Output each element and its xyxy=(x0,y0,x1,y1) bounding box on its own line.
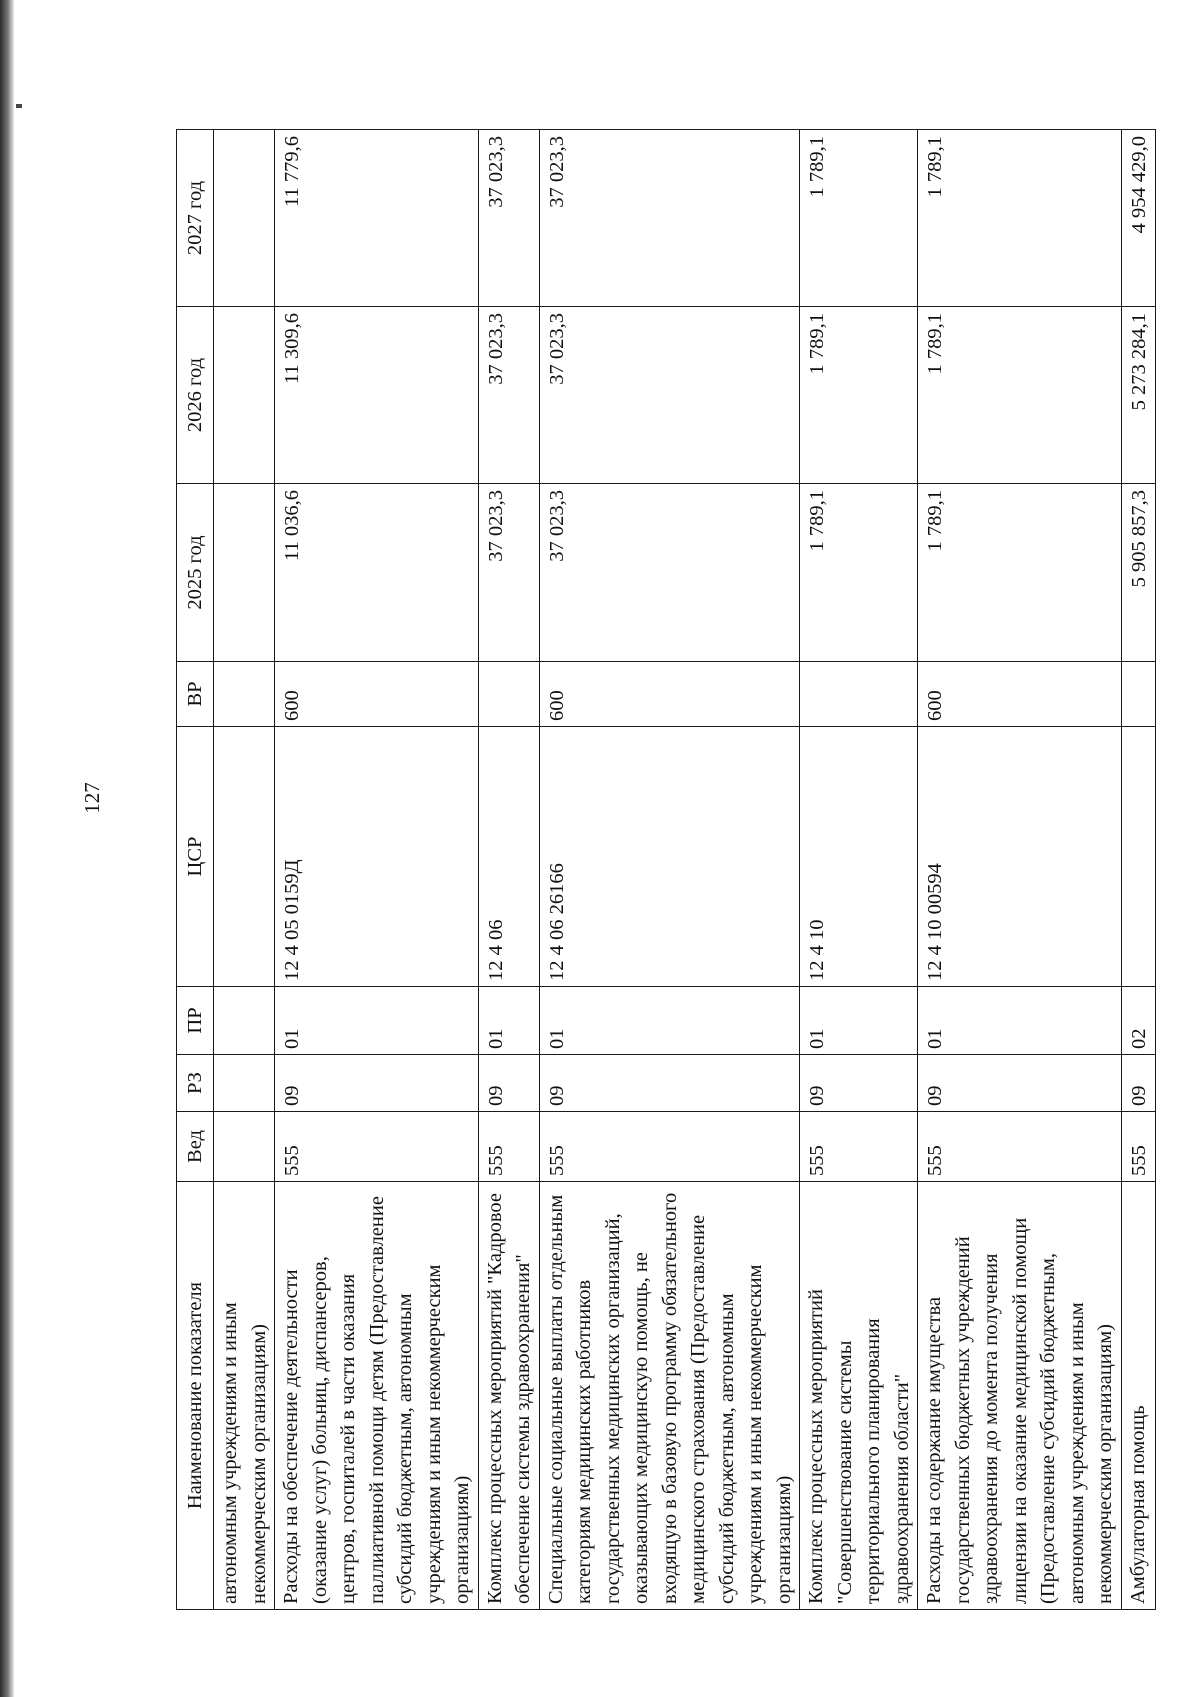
cell-2027 xyxy=(214,130,275,307)
cell-csr: 12 4 10 00594 xyxy=(918,727,1122,987)
cell-ved: 555 xyxy=(1121,1112,1155,1182)
cell-csr: 12 4 10 xyxy=(800,727,918,987)
cell-2025: 37 023,3 xyxy=(478,484,539,662)
cell-vr: 600 xyxy=(539,662,800,727)
cell-name: автономным учреждениям и иным некоммерческим организациям) xyxy=(214,1182,275,1610)
header-vr: ВР xyxy=(177,662,214,727)
cell-2026: 1 789,1 xyxy=(800,307,918,484)
table-row xyxy=(800,130,918,1610)
cell-2026: 11 309,6 xyxy=(275,307,479,484)
cell-ved: 555 xyxy=(275,1112,479,1182)
table-row xyxy=(275,130,479,1610)
cell-pr: 01 xyxy=(275,987,479,1055)
cell-pr: 01 xyxy=(478,987,539,1055)
cell-vr: 600 xyxy=(918,662,1122,727)
cell-name: Расходы на обеспечение деятельности (оказание услуг) больниц, диспансеров, центров, госпиталей в части оказания паллиативной помощи детям (Предоставление субсидий бюджетным, автономным учреждениям и иным некоммерческим организациям) xyxy=(275,1182,479,1610)
cell-pr: 01 xyxy=(918,987,1122,1055)
header-2025: 2025 год xyxy=(177,484,214,662)
cell-rz xyxy=(214,1055,275,1112)
table-row xyxy=(539,130,800,1610)
cell-csr: 12 4 06 xyxy=(478,727,539,987)
cell-2027: 1 789,1 xyxy=(918,130,1122,307)
cell-name: Расходы на содержание имущества государственных бюджетных учреждений здравоохранения до момента получения лицензии на оказание медицинской помощи (Предоставление субсидий бюджетным, автономным учреждениям и иным некоммерческим организациям) xyxy=(918,1182,1122,1610)
header-ved: Вед xyxy=(177,1112,214,1182)
cell-pr: 01 xyxy=(539,987,800,1055)
cell-ved: 555 xyxy=(800,1112,918,1182)
cell-2025: 1 789,1 xyxy=(918,484,1122,662)
scan-mark xyxy=(16,104,22,108)
cell-rz: 09 xyxy=(1121,1055,1155,1112)
cell-ved: 555 xyxy=(918,1112,1122,1182)
cell-2027: 37 023,3 xyxy=(478,130,539,307)
cell-2025: 37 023,3 xyxy=(539,484,800,662)
cell-2026: 37 023,3 xyxy=(539,307,800,484)
rotated-page xyxy=(80,130,1150,1610)
table-row xyxy=(918,130,1122,1610)
header-pr: ПР xyxy=(177,987,214,1055)
cell-rz: 09 xyxy=(800,1055,918,1112)
table-row xyxy=(214,130,275,1610)
cell-2026: 37 023,3 xyxy=(478,307,539,484)
header-rz: РЗ xyxy=(177,1055,214,1112)
cell-ved: 555 xyxy=(478,1112,539,1182)
cell-rz: 09 xyxy=(918,1055,1122,1112)
budget-table xyxy=(176,129,1156,1610)
cell-2027: 4 954 429,0 xyxy=(1121,130,1155,307)
cell-rz: 09 xyxy=(275,1055,479,1112)
cell-vr: 600 xyxy=(275,662,479,727)
header-csr: ЦСР xyxy=(177,727,214,987)
cell-rz: 09 xyxy=(539,1055,800,1112)
cell-pr xyxy=(214,987,275,1055)
cell-ved xyxy=(214,1112,275,1182)
header-2027: 2027 год xyxy=(177,130,214,307)
cell-2025 xyxy=(214,484,275,662)
table-row xyxy=(1121,130,1155,1610)
cell-vr xyxy=(214,662,275,727)
cell-vr xyxy=(1121,662,1155,727)
header-row xyxy=(177,130,214,1610)
header-name: Наименование показателя xyxy=(177,1182,214,1610)
cell-2026 xyxy=(214,307,275,484)
cell-2026: 1 789,1 xyxy=(918,307,1122,484)
cell-csr: 12 4 05 0159Д xyxy=(275,727,479,987)
cell-csr: 12 4 06 26166 xyxy=(539,727,800,987)
cell-pr: 02 xyxy=(1121,987,1155,1055)
cell-2027: 11 779,6 xyxy=(275,130,479,307)
cell-name: Комплекс процессных мероприятий "Кадровое обеспечение системы здравоохранения" xyxy=(478,1182,539,1610)
header-2026: 2026 год xyxy=(177,307,214,484)
cell-csr xyxy=(1121,727,1155,987)
cell-rz: 09 xyxy=(478,1055,539,1112)
cell-name: Амбулаторная помощь xyxy=(1121,1182,1155,1610)
cell-2025: 1 789,1 xyxy=(800,484,918,662)
cell-name: Комплекс процессных мероприятий "Совершенствование системы территориального планирования здравоохранения области" xyxy=(800,1182,918,1610)
cell-name: Специальные социальные выплаты отдельным категориям медицинских работников государственных медицинских организаций, оказывающих медицинскую помощь, не входящую в базовую программу обязательного медицинского страхования (Предоставление субсидий бюджетным, автономным учреждениям и иным некоммерческим организациям) xyxy=(539,1182,800,1610)
cell-ved: 555 xyxy=(539,1112,800,1182)
cell-vr xyxy=(800,662,918,727)
page-number: 127 xyxy=(80,782,104,814)
table-row xyxy=(478,130,539,1610)
cell-vr xyxy=(478,662,539,727)
scan-edge xyxy=(0,0,14,1697)
cell-pr: 01 xyxy=(800,987,918,1055)
cell-2027: 37 023,3 xyxy=(539,130,800,307)
cell-2027: 1 789,1 xyxy=(800,130,918,307)
cell-2025: 5 905 857,3 xyxy=(1121,484,1155,662)
cell-csr xyxy=(214,727,275,987)
cell-2026: 5 273 284,1 xyxy=(1121,307,1155,484)
cell-2025: 11 036,6 xyxy=(275,484,479,662)
